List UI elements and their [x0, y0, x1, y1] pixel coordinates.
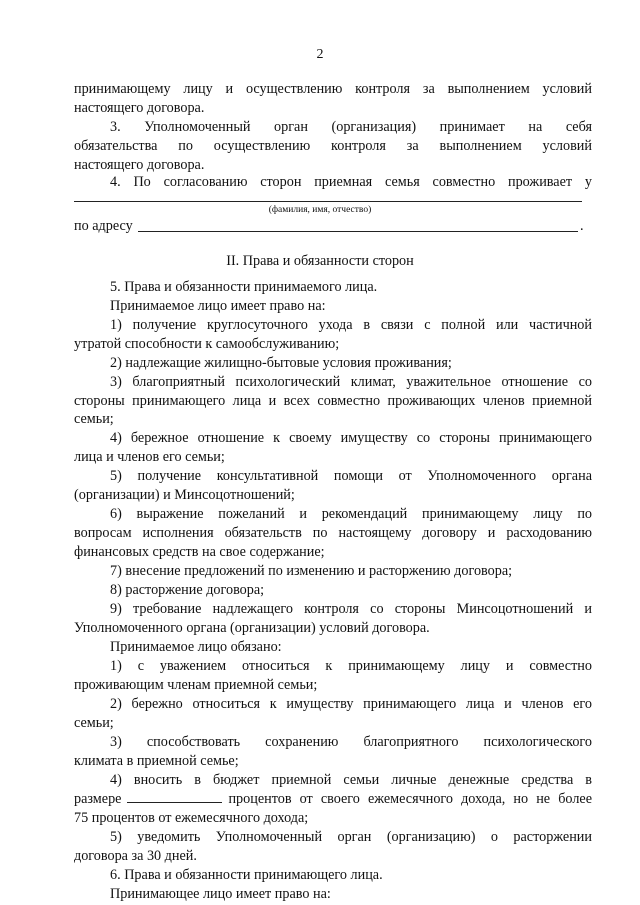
text-line: 3) способствовать сохранению благоприятного психологического [110, 734, 592, 750]
text-line: 4. По согласованию сторон приемная семья совместно проживает у [110, 174, 592, 190]
page-number: 2 [316, 47, 324, 62]
text-line: (организации) и Минсоцотношений; [74, 487, 295, 503]
text-fragment: размере [74, 791, 122, 807]
text-line: 5) получение консультативной помощи от Уполномоченного органа [110, 468, 592, 484]
text-line: 5. Права и обязанности принимаемого лица. [110, 279, 378, 295]
text-line: климата в приемной семье; [74, 753, 239, 769]
text-fragment: процентов от своего ежемесячного дохода, но не более [228, 791, 592, 807]
text-line: 6. Права и обязанности принимающего лица. [110, 867, 383, 883]
text-line: 7) внесение предложений по изменению и расторжению договора; [110, 563, 513, 579]
address-period: . [580, 218, 584, 234]
text-line: 9) требование надлежащего контроля со стороны Минсоцотношений и [110, 601, 592, 617]
text-line: 5) уведомить Уполномоченный орган (организацию) о расторжении [110, 829, 592, 845]
text-line: стороны принимающего лица и всех совместно проживающих членов приемной [74, 393, 592, 409]
text-line: Уполномоченного органа (организации) условий договора. [74, 620, 430, 636]
text-line: финансовых средств на свое содержание; [74, 544, 325, 560]
text-line: 1) с уважением относиться к принимающему лицу и совместно [110, 658, 592, 674]
text-line: 3) благоприятный психологический климат, уважительное отношение со [110, 374, 592, 390]
text-line: утратой способности к самообслуживанию; [74, 336, 340, 352]
text-line: Принимающее лицо имеет право на: [110, 886, 331, 902]
text-line: настоящего договора. [74, 157, 205, 173]
address-fill-line [138, 231, 578, 232]
text-line: проживающим членам приемной семьи; [74, 677, 318, 693]
text-line: Принимаемое лицо обязано: [110, 639, 282, 655]
text-line: семьи; [74, 411, 114, 427]
text-line: 1) получение круглосуточного ухода в связи с полной или частичной [110, 317, 592, 333]
text-line: вопросам исполнения обязательств по настоящему договору и расходованию [74, 525, 592, 541]
text-line: 2) бережно относиться к имуществу принимающего лица и членов его [110, 696, 592, 712]
section-heading: II. Права и обязанности сторон [226, 253, 414, 269]
text-line: Принимаемое лицо имеет право на: [110, 298, 326, 314]
text-line: 8) расторжение договора; [110, 582, 265, 598]
text-line: договора за 30 дней. [74, 848, 197, 864]
text-line: лица и членов его семьи; [74, 449, 225, 465]
text-line: 2) надлежащие жилищно-бытовые условия проживания; [110, 355, 452, 371]
text-line-with-blank [74, 790, 592, 809]
text-line: 75 процентов от ежемесячного дохода; [74, 810, 309, 826]
percent-fill-line [127, 790, 222, 803]
address-label: по адресу [74, 218, 133, 234]
name-fill-line [74, 201, 582, 202]
text-line: 4) вносить в бюджет приемной семьи личные денежные средства в [110, 772, 592, 788]
text-line: принимающему лицу и осуществлению контроля за выполнением условий [74, 81, 592, 97]
text-line: 3. Уполномоченный орган (организация) принимает на себя [110, 119, 592, 135]
text-line: 6) выражение пожеланий и рекомендаций принимающему лицу по [110, 506, 592, 522]
text-line: семьи; [74, 715, 114, 731]
name-caption: (фамилия, имя, отчество) [268, 205, 372, 215]
text-line: настоящего договора. [74, 100, 205, 116]
text-line: 4) бережное отношение к своему имуществу со стороны принимающего [110, 430, 592, 446]
text-line: обязательства по осуществлению контроля за выполнением условий [74, 138, 592, 154]
